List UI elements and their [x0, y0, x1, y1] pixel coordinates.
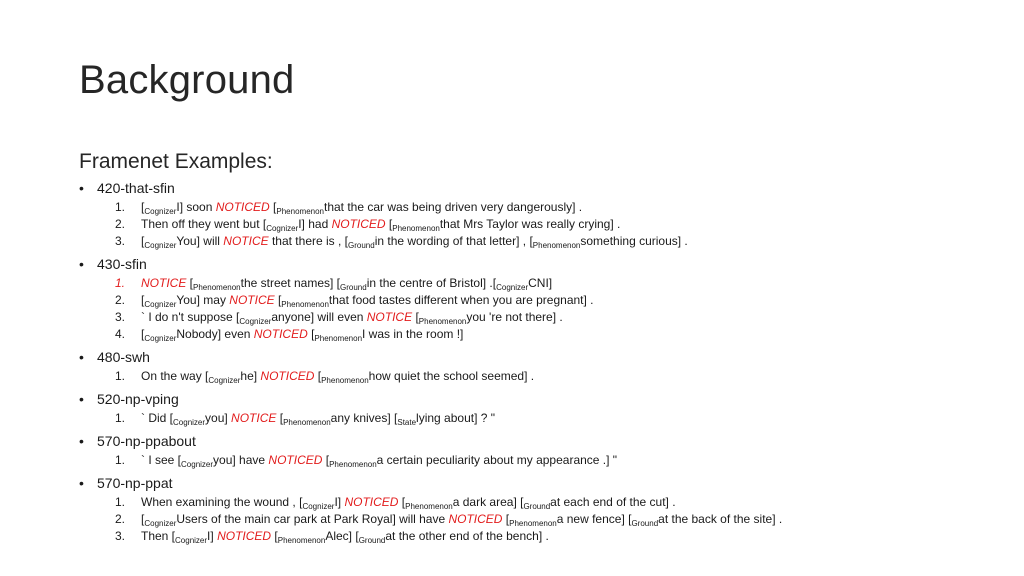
- sentence-fragment: [: [141, 234, 145, 248]
- frame-element-label: Phenomenon: [392, 224, 440, 233]
- sentence-fragment: ` I do n't suppose [: [141, 310, 240, 324]
- group-heading: [79, 391, 1009, 411]
- example-number: 1.: [115, 369, 126, 383]
- frame-element-label: Ground: [631, 519, 659, 528]
- sentence-fragment: you]: [205, 411, 232, 425]
- bullet-icon: •: [79, 475, 84, 491]
- sentence-fragment: [: [502, 512, 510, 526]
- example-sentence: [79, 529, 1009, 546]
- sentence-fragment: a new fence] [: [556, 512, 632, 526]
- sentence-fragment: [: [307, 327, 315, 341]
- target-word: NOTICE: [229, 293, 275, 307]
- example-number: 1.: [115, 276, 126, 290]
- sentence-fragment: that Mrs Taylor was really crying] .: [439, 217, 621, 231]
- frame-element-label: Phenomenon: [283, 418, 331, 427]
- group-heading: [79, 256, 1009, 276]
- slide-content: [79, 150, 1009, 551]
- example-number: 4.: [115, 327, 126, 341]
- example-number: 1.: [115, 411, 126, 425]
- sentence-fragment: [: [141, 293, 145, 307]
- frame-element-label: Cognizer: [266, 224, 299, 233]
- sentence-fragment: [: [186, 276, 194, 290]
- example-number: 2.: [115, 217, 126, 231]
- sentence-fragment: On the way [: [141, 369, 209, 383]
- frame-element-label: Cognizer: [144, 241, 177, 250]
- sentence-fragment: [: [398, 495, 406, 509]
- group-heading: [79, 433, 1009, 453]
- example-sentence: [79, 310, 1009, 327]
- sentence-fragment: that there is , [: [268, 234, 348, 248]
- group-heading: [79, 180, 1009, 200]
- frame-element-label: Ground: [523, 502, 551, 511]
- frame-element-label: Phenomenon: [276, 207, 324, 216]
- example-group: [79, 475, 1009, 546]
- sentence-fragment: you] have: [213, 453, 269, 467]
- slide-title: Background: [79, 58, 295, 102]
- sentence-fragment: at each end of the cut] .: [550, 495, 676, 509]
- frame-element-label: Phenomenon: [321, 376, 369, 385]
- sentence-fragment: I] soon: [176, 200, 216, 214]
- target-word: NOTICE: [366, 310, 413, 324]
- sentence-fragment: Then off they went but [: [141, 217, 267, 231]
- example-text: [141, 495, 676, 509]
- example-text: [141, 529, 549, 543]
- target-word: NOTICED: [215, 200, 270, 214]
- example-group: [79, 180, 1009, 251]
- sentence-fragment: at the back of the site] .: [658, 512, 783, 526]
- sentence-fragment: [: [274, 293, 282, 307]
- example-number: 3.: [115, 234, 126, 248]
- bullet-icon: •: [79, 180, 84, 196]
- sentence-fragment: When examining the wound , [: [141, 495, 303, 509]
- sentence-fragment: in the centre of Bristol] .[: [366, 276, 497, 290]
- sentence-fragment: [: [412, 310, 419, 324]
- example-number: 1.: [115, 200, 126, 214]
- example-sentence: [79, 276, 1009, 293]
- example-sentence: [79, 217, 1009, 234]
- sentence-fragment: he]: [240, 369, 261, 383]
- example-sentence: [79, 411, 1009, 428]
- example-text: [141, 369, 534, 383]
- target-word: NOTICED: [268, 453, 323, 467]
- group-name: 480-swh: [97, 349, 150, 365]
- sentence-fragment: [: [385, 217, 393, 231]
- sentence-fragment: [: [269, 200, 277, 214]
- example-group: [79, 349, 1009, 386]
- bullet-icon: •: [79, 349, 84, 365]
- sentence-fragment: a certain peculiarity about my appearance .] ": [376, 453, 618, 467]
- example-group: [79, 256, 1009, 344]
- example-text: [141, 217, 620, 231]
- example-number: 2.: [115, 512, 126, 526]
- sentence-fragment: any knives] [: [330, 411, 398, 425]
- frame-element-label: Cognizer: [208, 376, 241, 385]
- example-sentence: [79, 495, 1009, 512]
- frame-element-label: Ground: [358, 536, 386, 545]
- example-sentence: [79, 369, 1009, 386]
- target-word: NOTICED: [344, 495, 399, 509]
- group-name: 570-np-ppat: [97, 475, 173, 491]
- frame-element-label: Phenomenon: [277, 536, 326, 545]
- sentence-fragment: ` I see [: [141, 453, 182, 467]
- sentence-fragment: in the wording of that letter] , [: [374, 234, 533, 248]
- frame-element-label: Cognizer: [144, 519, 177, 528]
- frame-element-label: Phenomenon: [418, 317, 467, 326]
- example-group: [79, 391, 1009, 428]
- example-sentence: [79, 327, 1009, 344]
- sentence-fragment: [: [322, 453, 330, 467]
- group-name: 520-np-vping: [97, 391, 179, 407]
- group-name: 570-np-ppabout: [97, 433, 196, 449]
- sentence-fragment: I]: [334, 495, 345, 509]
- frame-element-label: Phenomenon: [193, 283, 241, 292]
- sentence-fragment: I was in the room !]: [362, 327, 464, 341]
- frame-element-label: State: [397, 418, 417, 427]
- sentence-fragment: how quiet the school seemed] .: [368, 369, 535, 383]
- example-number: 3.: [115, 310, 126, 324]
- sentence-fragment: I]: [207, 529, 218, 543]
- example-text: [141, 293, 594, 307]
- sentence-fragment: You] will: [176, 234, 224, 248]
- frame-element-label: Cognizer: [144, 207, 177, 216]
- sentence-fragment: I] had: [298, 217, 332, 231]
- sentence-fragment: that the car was being driven very dangerously] .: [323, 200, 583, 214]
- frame-element-label: Phenomenon: [314, 334, 363, 343]
- sentence-fragment: the street names] [: [240, 276, 340, 290]
- example-text: [141, 512, 782, 526]
- group-heading: [79, 475, 1009, 495]
- frame-element-label: Cognizer: [181, 460, 214, 469]
- example-groups: [79, 180, 1009, 546]
- frame-element-label: Phenomenon: [509, 519, 557, 528]
- sentence-fragment: [: [276, 411, 284, 425]
- bullet-icon: •: [79, 391, 84, 407]
- example-sentence: [79, 200, 1009, 217]
- example-sentence: [79, 453, 1009, 470]
- sentence-fragment: Then [: [141, 529, 176, 543]
- frame-element-label: Phenomenon: [281, 300, 329, 309]
- example-text: [141, 327, 463, 341]
- target-word: NOTICE: [141, 276, 187, 290]
- frame-element-label: Cognizer: [239, 317, 272, 326]
- sentence-fragment: CNI]: [528, 276, 553, 290]
- frame-element-label: Phenomenon: [329, 460, 377, 469]
- sentence-fragment: [: [141, 512, 145, 526]
- sentence-fragment: ` Did [: [141, 411, 174, 425]
- sentence-fragment: [: [271, 529, 278, 543]
- target-word: NOTICE: [223, 234, 269, 248]
- sentence-fragment: Nobody] even: [176, 327, 254, 341]
- sentence-fragment: that food tastes different when you are pregnant] .: [328, 293, 594, 307]
- sentence-fragment: you 're not there] .: [466, 310, 563, 324]
- example-text: [141, 453, 617, 467]
- target-word: NOTICE: [231, 411, 277, 425]
- example-group: [79, 433, 1009, 470]
- target-word: NOTICED: [448, 512, 503, 526]
- example-text: [141, 411, 495, 425]
- group-name: 420-that-sfin: [97, 180, 175, 196]
- bullet-icon: •: [79, 256, 84, 272]
- target-word: NOTICED: [331, 217, 386, 231]
- sentence-fragment: Alec] [: [325, 529, 359, 543]
- frame-element-label: Cognizer: [144, 300, 177, 309]
- frame-element-label: Phenomenon: [532, 241, 581, 250]
- frame-element-label: Cognizer: [144, 334, 177, 343]
- group-heading: [79, 349, 1009, 369]
- example-text: [141, 200, 582, 214]
- frame-element-label: Ground: [340, 283, 367, 292]
- frame-element-label: Cognizer: [302, 502, 335, 511]
- sentence-fragment: at the other end of the bench] .: [385, 529, 549, 543]
- example-sentence: [79, 234, 1009, 251]
- sentence-fragment: Users of the main car park at Park Royal] will have: [176, 512, 449, 526]
- frame-element-label: Cognizer: [173, 418, 206, 427]
- example-number: 1.: [115, 495, 126, 509]
- example-number: 1.: [115, 453, 126, 467]
- example-text: [141, 310, 563, 324]
- bullet-icon: •: [79, 433, 84, 449]
- sentence-fragment: a dark area] [: [452, 495, 524, 509]
- target-word: NOTICED: [260, 369, 315, 383]
- example-text: [141, 234, 688, 248]
- target-word: NOTICED: [253, 327, 308, 341]
- group-name: 430-sfin: [97, 256, 147, 272]
- section-subtitle: Framenet Examples:: [79, 150, 273, 173]
- frame-element-label: Ground: [348, 241, 375, 250]
- frame-element-label: Cognizer: [496, 283, 529, 292]
- example-sentence: [79, 293, 1009, 310]
- sentence-fragment: anyone] will even: [271, 310, 367, 324]
- example-sentence: [79, 512, 1009, 529]
- sentence-fragment: [: [141, 200, 145, 214]
- example-number: 2.: [115, 293, 126, 307]
- sentence-fragment: something curious] .: [580, 234, 688, 248]
- sentence-fragment: [: [314, 369, 322, 383]
- sentence-fragment: [: [141, 327, 145, 341]
- frame-element-label: Cognizer: [175, 536, 208, 545]
- target-word: NOTICED: [217, 529, 272, 543]
- example-number: 3.: [115, 529, 126, 543]
- frame-element-label: Phenomenon: [405, 502, 453, 511]
- sentence-fragment: You] may: [176, 293, 230, 307]
- example-text: [141, 276, 552, 290]
- sentence-fragment: lying about] ? ": [416, 411, 496, 425]
